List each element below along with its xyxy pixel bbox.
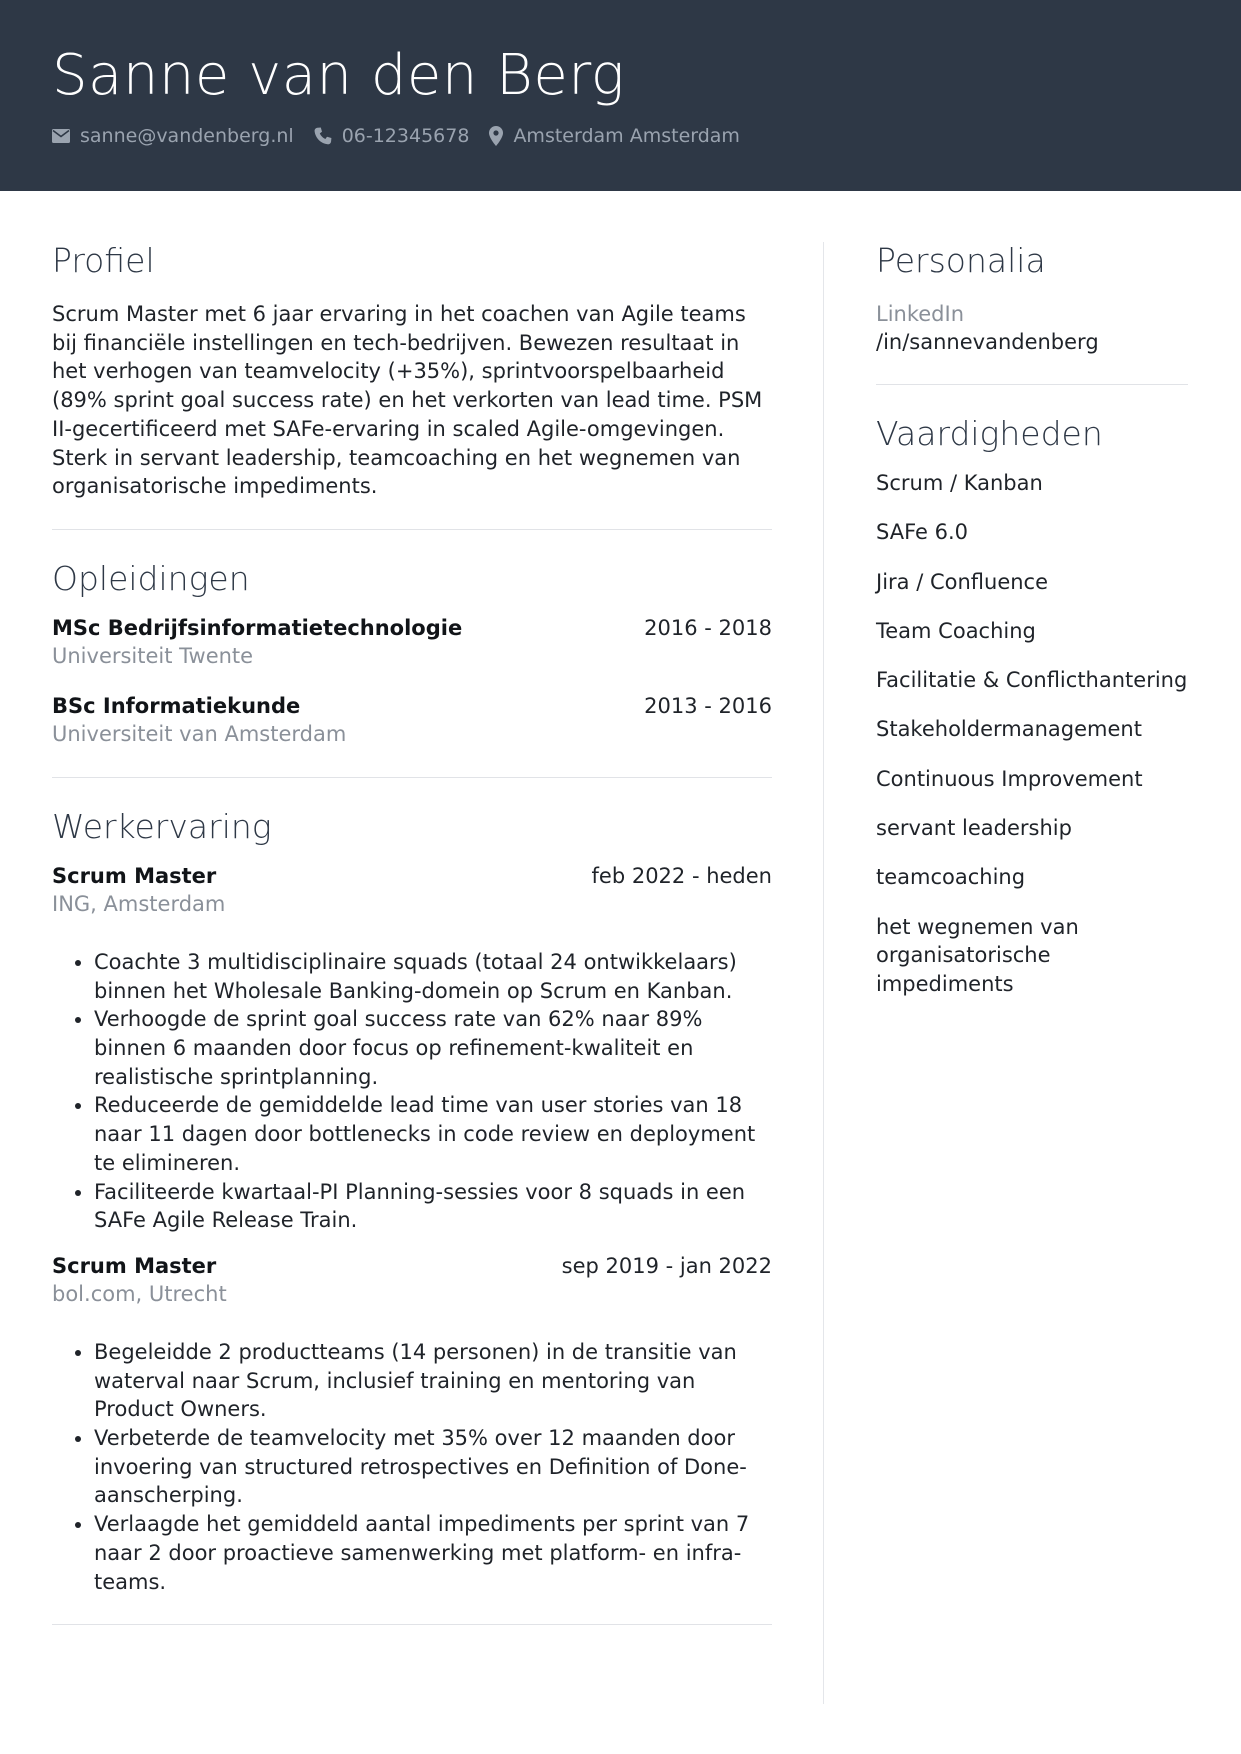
main-column bbox=[52, 240, 772, 1625]
skill-item: Stakeholdermanagement bbox=[876, 717, 1142, 742]
education-degree: BSc Informatiekunde bbox=[52, 693, 301, 718]
header-banner bbox=[0, 0, 1241, 191]
skills-section bbox=[876, 413, 1188, 999]
contact-row bbox=[52, 122, 740, 150]
column-divider bbox=[823, 242, 824, 1704]
map-marker-icon bbox=[489, 126, 503, 146]
job-entry bbox=[52, 862, 772, 1235]
job-bullets bbox=[52, 948, 772, 1235]
linkedin-label: LinkedIn bbox=[876, 302, 965, 326]
job-title: Scrum Master bbox=[52, 1253, 217, 1278]
section-divider bbox=[876, 384, 1188, 385]
list-item: • Verbeterde de teamvelocity met 35% over 12 maanden door invoering van structured retrospectives en Definition of Done-aanscherping. bbox=[94, 1424, 772, 1510]
list-item: • Reduceerde de gemiddelde lead time van user stories van 18 naar 11 dagen door bottlenecks in code review en deployment te elimineren. bbox=[94, 1091, 772, 1177]
skill-item: Continuous Improvement bbox=[876, 766, 1143, 791]
skill-item: Facilitatie & Conflicthantering bbox=[876, 668, 1188, 693]
job-bullets bbox=[52, 1338, 772, 1596]
job-company: ING, Amsterdam bbox=[52, 891, 226, 916]
linkedin-value: /in/sannevandenberg bbox=[876, 330, 1099, 354]
phone-text: 06-12345678 bbox=[341, 125, 470, 147]
education-section bbox=[52, 558, 772, 749]
contact-location bbox=[489, 125, 740, 147]
location-text: Amsterdam Amsterdam bbox=[513, 125, 740, 147]
profile-text: Scrum Master met 6 jaar ervaring in het coachen van Agile teams bij financiële instellingen en tech-bedrijven. Bewezen resultaat in het verhogen van teamvelocity (+35%), sprintvoorspelbaarheid (89% sprint goal success rate) en het verkorten van lead time. PSM II-gecertificeerd met SAFe-ervaring in scaled Agile-omgevingen. Sterk in servant leadership, teamcoaching en het wegnemen van organisatorische impediments. bbox=[52, 302, 763, 499]
list-item: • Verhoogde de sprint goal success rate van 62% naar 89% binnen 6 maanden door focus op refinement-kwaliteit en realistische sprintplanning. bbox=[94, 1005, 772, 1091]
skill-item: het wegnemen van organisatorische impediments bbox=[876, 914, 1079, 997]
education-entry bbox=[52, 614, 772, 671]
envelope-icon bbox=[52, 129, 70, 143]
education-degree: MSc Bedrijfsinformatietechnologie bbox=[52, 615, 463, 640]
education-school: Universiteit van Amsterdam bbox=[52, 721, 347, 746]
list-item: • Begeleidde 2 productteams (14 personen) in de transitie van waterval naar Scrum, inclusief training en mentoring van Product Owners. bbox=[94, 1338, 772, 1424]
job-period: sep 2019 - jan 2022 bbox=[561, 1253, 772, 1278]
education-entry bbox=[52, 692, 772, 749]
skill-item: Scrum / Kanban bbox=[876, 471, 1043, 495]
job-entry bbox=[52, 1252, 772, 1596]
job-title: Scrum Master bbox=[52, 863, 217, 888]
profile-section bbox=[52, 240, 772, 501]
personalia-section bbox=[876, 240, 1188, 356]
personalia-heading: Personalia bbox=[876, 241, 1046, 280]
contact-phone bbox=[314, 125, 470, 147]
candidate-name: Sanne van den Berg bbox=[52, 43, 625, 108]
experience-section bbox=[52, 806, 772, 1596]
phone-icon bbox=[314, 127, 332, 145]
skill-item: Team Coaching bbox=[876, 618, 1036, 643]
experience-heading: Werkervaring bbox=[52, 806, 272, 846]
education-period: 2016 - 2018 bbox=[644, 615, 772, 640]
skills-heading: Vaardigheden bbox=[876, 414, 1103, 453]
education-heading: Opleidingen bbox=[52, 558, 250, 598]
section-divider bbox=[52, 529, 772, 530]
skill-item: servant leadership bbox=[876, 816, 1072, 841]
list-item: • Faciliteerde kwartaal-PI Planning-sessies voor 8 squads in een SAFe Agile Release Train. bbox=[94, 1178, 772, 1235]
section-divider bbox=[52, 1624, 772, 1625]
education-period: 2013 - 2016 bbox=[644, 693, 772, 718]
job-period: feb 2022 - heden bbox=[591, 863, 772, 888]
skill-item: SAFe 6.0 bbox=[876, 520, 969, 545]
list-item: • Verlaagde het gemiddeld aantal impediments per sprint van 7 naar 2 door proactieve samenwerking met platform- en infra-teams. bbox=[94, 1510, 772, 1596]
job-company: bol.com, Utrecht bbox=[52, 1281, 227, 1306]
profile-heading: Profiel bbox=[52, 241, 155, 280]
skills-list bbox=[876, 469, 1188, 999]
education-school: Universiteit Twente bbox=[52, 643, 254, 668]
email-text: sanne@vandenberg.nl bbox=[80, 125, 294, 147]
contact-email bbox=[52, 125, 294, 147]
skill-item: Jira / Confluence bbox=[876, 569, 1049, 594]
skill-item: teamcoaching bbox=[876, 865, 1026, 890]
list-item: • Coachte 3 multidisciplinaire squads (totaal 24 ontwikkelaars) binnen het Wholesale Banking-domein op Scrum en Kanban. bbox=[94, 948, 772, 1005]
side-column bbox=[876, 240, 1188, 999]
section-divider bbox=[52, 777, 772, 778]
